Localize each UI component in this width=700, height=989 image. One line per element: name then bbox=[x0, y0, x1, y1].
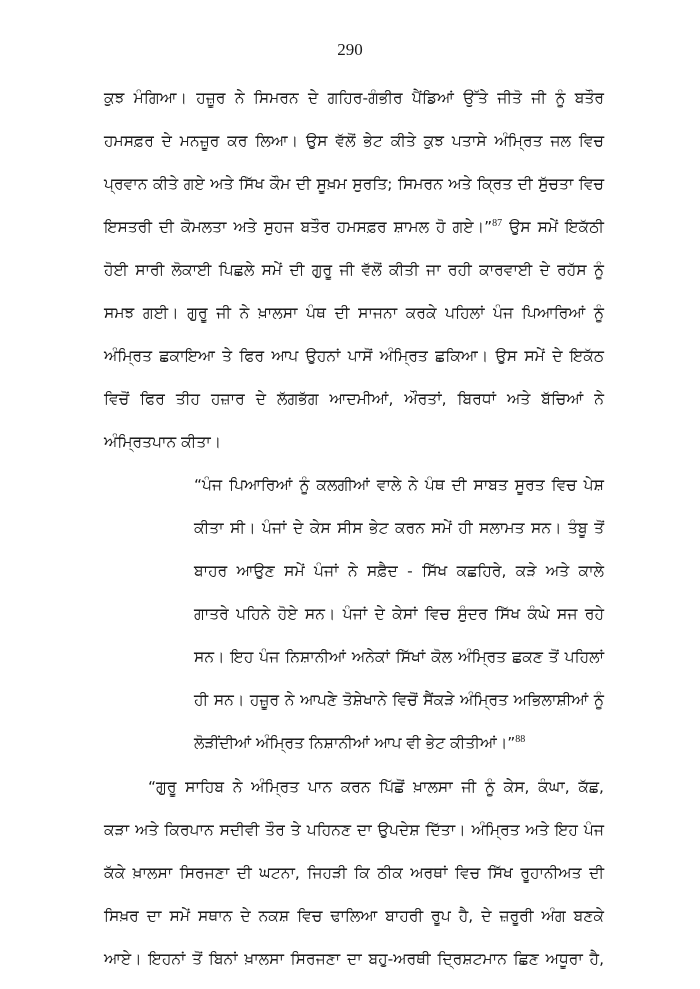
text-line: ਸਿਖ਼ਰ ਦਾ ਸਮੇਂ ਸਥਾਨ ਦੇ ਨਕਸ਼ ਵਿਚ ਢਾਲਿਆ ਬਾਹਰੀ ਰੂਪ ਹੈ, ਦੇ ਜ਼ਰੂਰੀ ਅੰਗ ਬਣਕੇ bbox=[104, 907, 604, 925]
text-line: ਅੰਮ੍ਰਿਤ ਛਕਾਇਆ ਤੇ ਫਿਰ ਆਪ ਉਹਨਾਂ ਪਾਸੋਂ ਅੰਮ੍ਰਿਤ ਛਕਿਆ। ਉਸ ਸਮੇਂ ਦੇ ਇਕੱਠ bbox=[104, 347, 604, 365]
text-line: “ਗੁਰੂ ਸਾਹਿਬ ਨੇ ਅੰਮ੍ਰਿਤ ਪਾਨ ਕਰਨ ਪਿੱਛੋਂ ਖ਼ਾਲਸਾ ਜੀ ਨੂੰ ਕੇਸ, ਕੰਘਾ, ਕੱਛ, bbox=[148, 778, 604, 796]
text-line: ਹਮਸਫ਼ਰ ਦੇ ਮਨਜ਼ੂਰ ਕਰ ਲਿਆ। ਉਸ ਵੱਲੋਂ ਭੇਟ ਕੀਤੇ ਕੁਝ ਪਤਾਸੇ ਅੰਮ੍ਰਿਤ ਜਲ ਵਿਚ bbox=[104, 132, 604, 150]
text-segment: ਉਸ ਸਮੇਂ ਇਕੱਠੀ bbox=[502, 218, 604, 236]
quote-line: ਬਾਹਰ ਆਉਣ ਸਮੇਂ ਪੰਜਾਂ ਨੇ ਸਫ਼ੈਦ - ਸਿੱਖ ਕਛਹਿਰੇ, ਕੜੇ ਅਤੇ ਕਾਲੇ bbox=[194, 562, 604, 580]
text-line: ਹੋਈ ਸਾਰੀ ਲੋਕਾਈ ਪਿਛਲੇ ਸਮੇਂ ਦੀ ਗੁਰੂ ਜੀ ਵੱਲੋਂ ਕੀਤੀ ਜਾ ਰਹੀ ਕਾਰਵਾਈ ਦੇ ਰਹੱਸ ਨੂੰ bbox=[104, 261, 604, 279]
quote-line: “ਪੰਜ ਪਿਆਰਿਆਂ ਨੂੰ ਕਲਗੀਆਂ ਵਾਲੇ ਨੇ ਪੰਥ ਦੀ ਸਾਬਤ ਸੂਰਤ ਵਿਚ ਪੇਸ਼ bbox=[194, 476, 604, 494]
text-line: ਸਮਝ ਗਈ। ਗੁਰੂ ਜੀ ਨੇ ਖ਼ਾਲਸਾ ਪੰਥ ਦੀ ਸਾਜਨਾ ਕਰਕੇ ਪਹਿਲਾਂ ਪੰਜ ਪਿਆਰਿਆਂ ਨੂੰ bbox=[104, 304, 604, 322]
text-line: ਕੜਾ ਅਤੇ ਕਿਰਪਾਨ ਸਦੀਵੀ ਤੌਰ ਤੇ ਪਹਿਨਣ ਦਾ ਉਪਦੇਸ਼ ਦਿੱਤਾ। ਅੰਮ੍ਰਿਤ ਅਤੇ ਇਹ ਪੰਜ bbox=[104, 821, 604, 839]
quote-line: ਸਨ। ਇਹ ਪੰਜ ਨਿਸ਼ਾਨੀਆਂ ਅਨੇਕਾਂ ਸਿੱਖਾਂ ਕੋਲ ਅੰਮ੍ਰਿਤ ਛਕਣ ਤੋਂ ਪਹਿਲਾਂ bbox=[194, 648, 604, 666]
quote-line: ਗਾਤਰੇ ਪਹਿਨੇ ਹੋਏ ਸਨ। ਪੰਜਾਂ ਦੇ ਕੇਸਾਂ ਵਿਚ ਸੁੰਦਰ ਸਿੱਖ ਕੰਘੇ ਸਜ ਰਹੇ bbox=[194, 605, 604, 623]
footnote-ref[interactable]: 87 bbox=[492, 217, 503, 229]
text-line: ਅੰਮ੍ਰਿਤਪਾਨ ਕੀਤਾ। bbox=[104, 433, 222, 451]
page-number: 290 bbox=[337, 40, 363, 59]
text-line: ਕੁਝ ਮੰਗਿਆ। ਹਜ਼ੂਰ ਨੇ ਸਿਮਰਨ ਦੇ ਗਹਿਰ-ਗੰਭੀਰ ਪੈਂਡਿਆਂ ਉੱਤੇ ਜੀਤੋ ਜੀ ਨੂੰ ਬਤੌਰ bbox=[104, 89, 604, 107]
text-line bbox=[104, 217, 604, 237]
text-segment: ਇਸਤਰੀ ਦੀ ਕੋਮਲਤਾ ਅਤੇ ਸੁਹਜ ਬਤੌਰ ਹਮਸਫ਼ਰ ਸ਼ਾਮਲ ਹੋ ਗਏ।” bbox=[104, 218, 493, 236]
text-line: ਆਏ। ਇਹਨਾਂ ਤੋਂ ਬਿਨਾਂ ਖ਼ਾਲਸਾ ਸਿਰਜਣਾ ਦਾ ਬਹੁ-ਅਰਥੀ ਦ੍ਰਿਸ਼ਟਮਾਨ ਛਿਣ ਅਧੂਰਾ ਹੈ, bbox=[104, 950, 604, 968]
text-segment: ਲੋੜੀਂਦੀਆਂ ਅੰਮ੍ਰਿਤ ਨਿਸ਼ਾਨੀਆਂ ਆਪ ਵੀ ਭੇਟ ਕੀਤੀਆਂ।” bbox=[194, 734, 516, 752]
footnote-ref[interactable]: 88 bbox=[515, 733, 526, 745]
text-line: ਵਿਚੋਂ ਫਿਰ ਤੀਹ ਹਜ਼ਾਰ ਦੇ ਲੱਗਭੱਗ ਆਦਮੀਆਂ, ਔਰਤਾਂ, ਬਿਰਧਾਂ ਅਤੇ ਬੱਚਿਆਂ ਨੇ bbox=[104, 390, 604, 408]
quote-line: ਹੀ ਸਨ। ਹਜ਼ੂਰ ਨੇ ਆਪਣੇ ਤੋਸ਼ੇਖਾਨੇ ਵਿਚੋਂ ਸੈਂਕੜੇ ਅੰਮ੍ਰਿਤ ਅਭਿਲਾਸ਼ੀਆਂ ਨੂੰ bbox=[194, 691, 604, 709]
text-line: ਕੱਕੇ ਖ਼ਾਲਸਾ ਸਿਰਜਣਾ ਦੀ ਘਟਨਾ, ਜਿਹੜੀ ਕਿ ਠੀਕ ਅਰਥਾਂ ਵਿਚ ਸਿੱਖ ਰੂਹਾਨੀਅਤ ਦੀ bbox=[104, 864, 604, 882]
text-line: ਪ੍ਰਵਾਨ ਕੀਤੇ ਗਏ ਅਤੇ ਸਿੱਖ ਕੌਮ ਦੀ ਸੂਖ਼ਮ ਸੁਰਤਿ; ਸਿਮਰਨ ਅਤੇ ਕ੍ਰਿਤ ਦੀ ਸੁੱਚਤਾ ਵਿਚ bbox=[104, 175, 604, 193]
quote-line bbox=[194, 733, 604, 753]
quote-line: ਕੀਤਾ ਸੀ। ਪੰਜਾਂ ਦੇ ਕੇਸ ਸੀਸ ਭੇਟ ਕਰਨ ਸਮੇਂ ਹੀ ਸਲਾਮਤ ਸਨ। ਤੰਬੂ ਤੋਂ bbox=[194, 519, 604, 537]
